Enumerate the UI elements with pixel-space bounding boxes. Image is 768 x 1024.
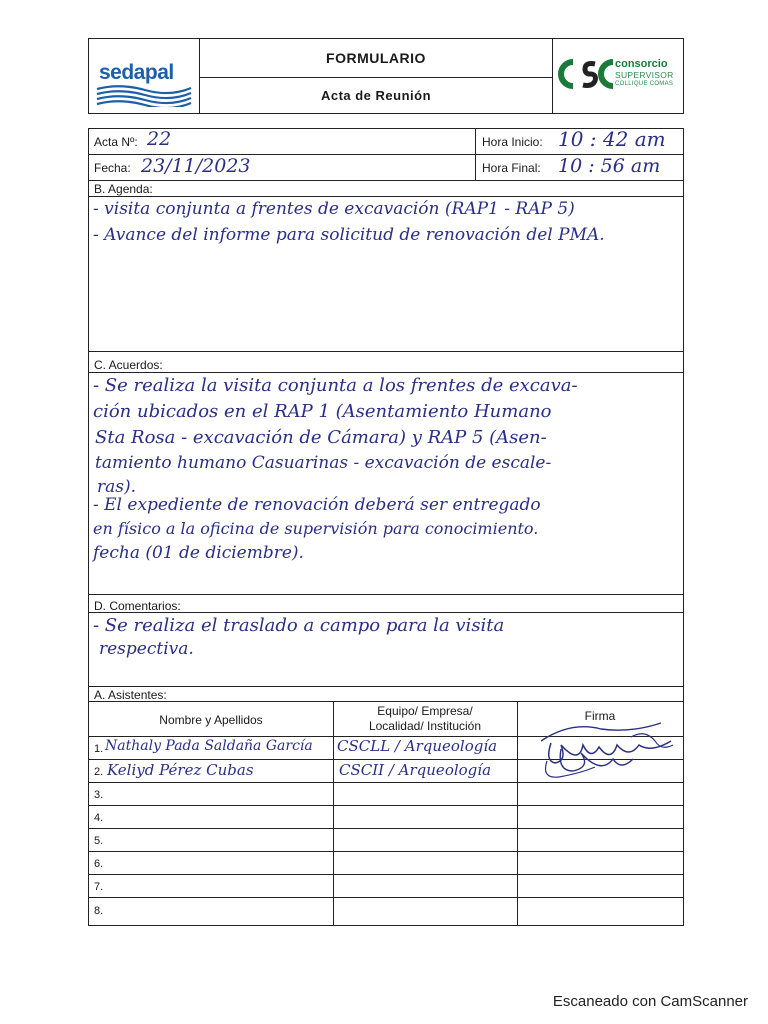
comentarios-line-1: - Se realiza el traslado a campo para la visita [93,615,505,636]
signature-image [521,701,681,783]
agenda-line-2: - Avance del informe para solicitud de renovación del PMA. [93,225,605,245]
acta-form [88,128,684,926]
acuerdos-line-8: fecha (01 de diciembre). [93,543,304,563]
fecha-label: Fecha: [94,161,131,175]
row-3-number: 3. [94,789,104,801]
row-1-nombre: Nathaly Pada Saldaña García [105,738,313,754]
row-2-number: 2. [94,766,104,778]
row-1-number: 1. [94,743,104,755]
asistentes-row-line-3 [89,805,683,806]
acuerdos-header-line [89,372,683,373]
row-4-number: 4. [94,812,104,824]
hora-final-value: 10 : 56 am [558,155,661,177]
row-2-nombre: Keliyd Pérez Cubas [107,761,254,779]
sedapal-waves-icon [95,85,193,107]
col-firma-header: Firma [584,709,616,723]
consorcio-logo-line2: COLLIQUE COMAS [615,81,674,87]
comentarios-bottom-line [89,686,683,687]
hora-inicio-label: Hora Inicio: [482,135,543,149]
acuerdos-line-5: ras). [97,477,137,497]
form-subtitle: Acta de Reunión [320,88,432,103]
meta-bottom-line [89,180,683,181]
camscanner-footer: Escaneado con CamScanner [552,993,748,1010]
col-nombre-header: Nombre y Apellidos [159,713,263,727]
agenda-line-1: - visita conjunta a frentes de excavación (RAP1 - RAP 5) [93,199,575,219]
agenda-label: B. Agenda: [94,182,153,196]
hora-inicio-value: 10 : 42 am [558,127,666,151]
col-divider-2 [517,701,518,925]
acuerdos-bottom-line [89,594,683,595]
acuerdos-label: C. Acuerdos: [94,358,163,372]
acta-label: Acta Nº: [94,135,138,149]
acuerdos-line-3: Sta Rosa - excavación de Cámara) y RAP 5 (Asen- [95,427,547,448]
form-header [88,38,684,114]
form-title: FORMULARIO [199,39,553,78]
acuerdos-line-7: en físico a la oficina de supervisión para conocimiento. [93,519,539,538]
agenda-header-line [89,196,683,197]
col-equipo-header-1: Equipo/ Empresa/ [377,704,473,718]
consorcio-logo-name: consorcio [615,58,668,70]
fecha-value: 23/11/2023 [141,155,251,177]
acta-value: 22 [147,128,172,150]
agenda-bottom-line [89,351,683,352]
acuerdos-line-1: - Se realiza la visita conjunta a los frentes de excava- [93,375,578,396]
col-equipo-header-2: Localidad/ Institución [368,719,482,733]
acuerdos-line-4: tamiento humano Casuarinas - excavación de escale- [95,453,552,473]
acuerdos-line-6: - El expediente de renovación deberá ser entregado [93,495,541,515]
col-divider-1 [333,701,334,925]
acuerdos-line-2: ción ubicados en el RAP 1 (Asentamiento Humano [93,401,552,422]
consorcio-logo-line1: SUPERVISOR [615,70,674,80]
comentarios-header-line [89,612,683,613]
row-5-number: 5. [94,835,104,847]
row-8-number: 8. [94,905,104,917]
row-6-number: 6. [94,858,104,870]
row-7-number: 7. [94,881,104,893]
sedapal-logo [89,39,200,113]
asistentes-label: A. Asistentes: [94,688,167,702]
row-1-equipo: CSCLL / Arqueología [337,737,498,755]
comentarios-label: D. Comentarios: [94,599,181,613]
comentarios-line-2: respectiva. [99,639,194,659]
asistentes-row-line-5 [89,851,683,852]
consorcio-logo [552,39,683,113]
asistentes-row-line-6 [89,874,683,875]
sedapal-logo-text: sedapal [99,61,174,84]
asistentes-row-line-7 [89,897,683,898]
row-2-equipo: CSCII / Arqueología [339,761,492,779]
consorcio-emblem-icon [557,57,615,91]
hora-final-label: Hora Final: [482,161,541,175]
asistentes-row-line-4 [89,828,683,829]
